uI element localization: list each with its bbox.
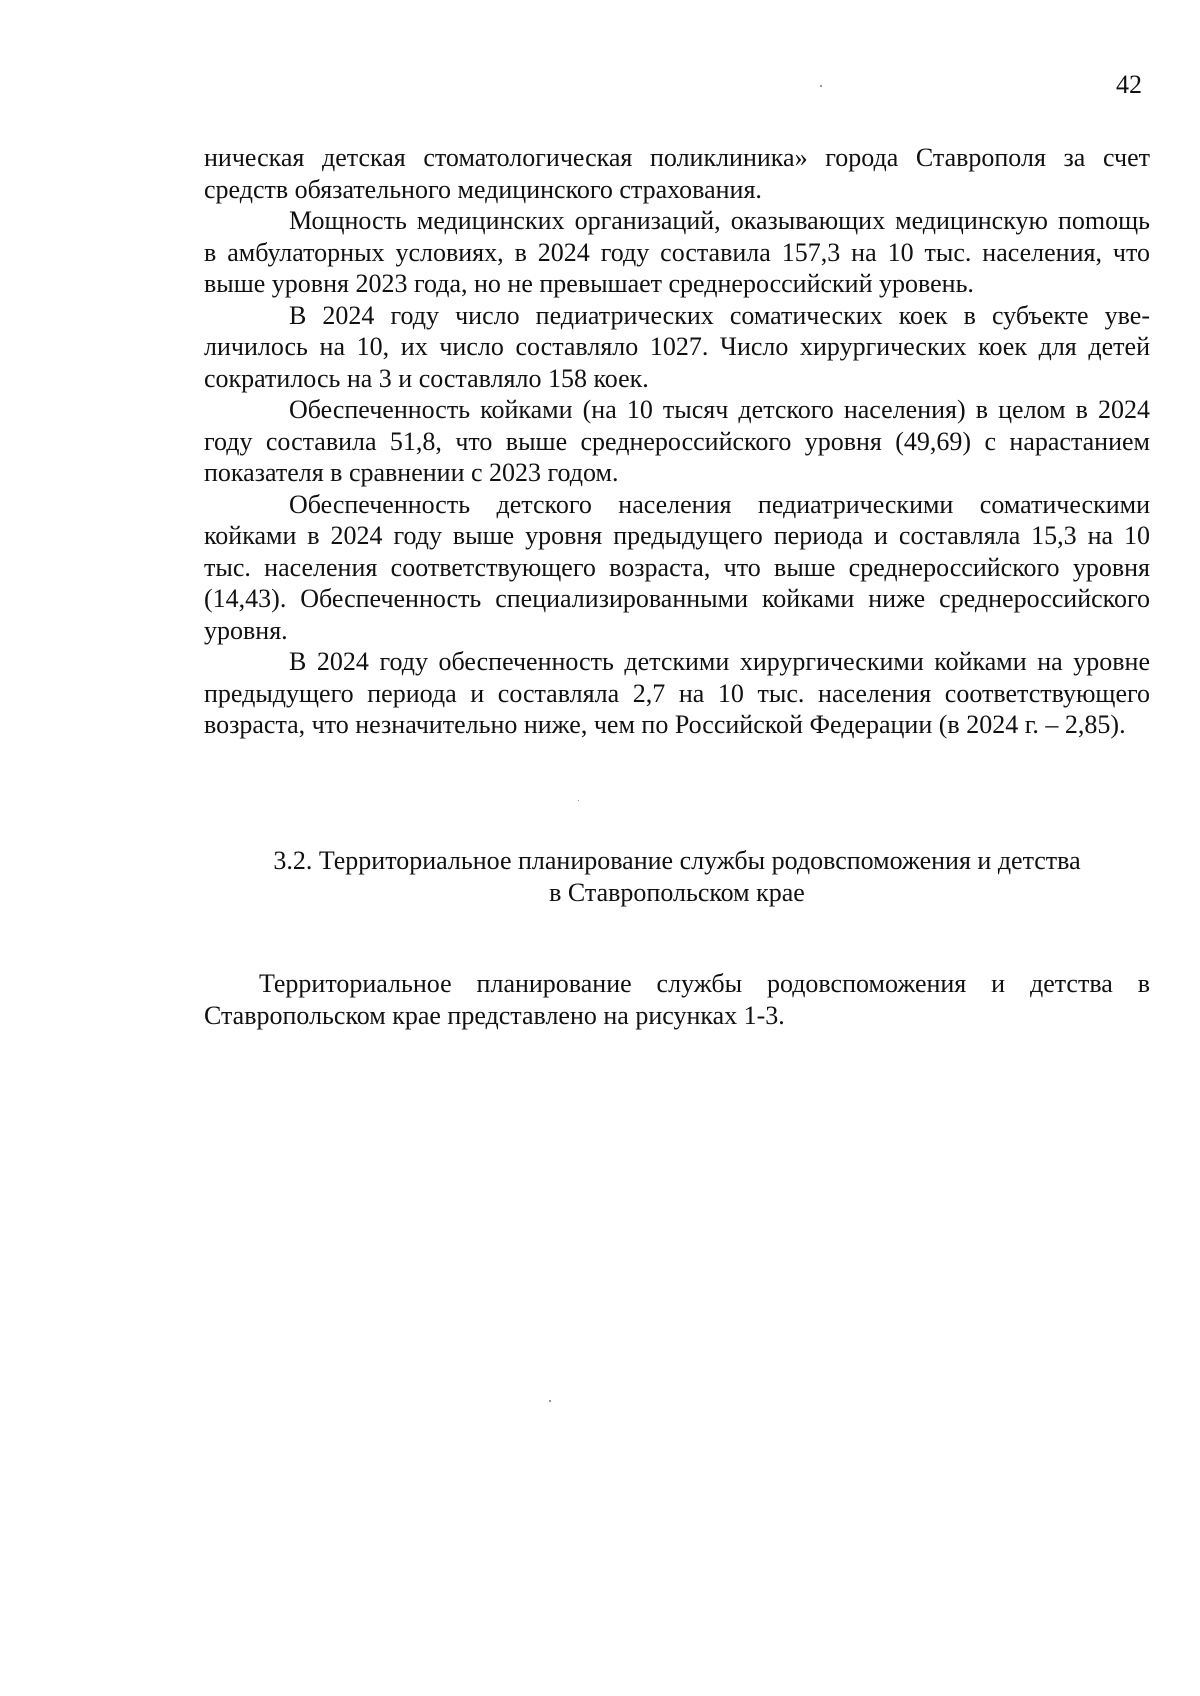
paragraph-continuation: ническая детская стоматологическая поликлиника» города Ставрополя за счет средств обязательного медицинского страхования. bbox=[204, 143, 1150, 204]
scan-speck bbox=[578, 800, 579, 801]
scan-speck bbox=[820, 85, 822, 87]
section-heading bbox=[204, 845, 1150, 909]
paragraph-somatic-beds: Обеспеченность детского населения педиатрическими соматическими койками в 2024 году выше уровня предыдущего периода и составляла 15,3 на 10 тыс. населения соответствующего возраста, что выше среднероссийского уровня (14,43). Обеспеченность специализированными койками ниже среднероссийского уровня. bbox=[204, 489, 1150, 645]
page-number: 42 bbox=[1116, 70, 1142, 99]
scan-speck bbox=[549, 1400, 551, 1402]
paragraph-ambulatory-capacity: Мощность медицинских организаций, оказывающих медицинскую поmощь в амбулаторных условиях, в 2024 году составила 157,3 на 10 тыс. населения, что выше уровня 2023 года, но не превышает среднероссийский уровень. bbox=[204, 206, 1150, 298]
paragraph-surgical-beds: В 2024 году обеспеченность детскими хирургическими койками на уровне предыдущего периода и составляла 2,7 на 10 тыс. населения соответствующего возраста, что незначительно ниже, чем по Российской Федерации (в 2024 г. – 2,85). bbox=[204, 647, 1150, 739]
body-text bbox=[204, 142, 1150, 741]
section-heading-line-2: в Ставропольском крае bbox=[549, 878, 805, 907]
section-heading-line-1: 3.2. Территориальное планирование службы родовспоможения и детства bbox=[273, 846, 1081, 875]
section-paragraph: Территориальное планирование службы родовспоможения и детства в Ставропольском крае представлено на рисунках 1-3. bbox=[204, 969, 1150, 1030]
paragraph-bed-provision: Обеспеченность койками (на 10 тысяч детского населения) в целом в 2024 году составила 51,8, что выше среднероссийского уровня (49,69) с нарастанием показателя в сравнении с 2023 годом. bbox=[204, 395, 1150, 487]
paragraph-pediatric-beds: В 2024 году число педиатрических соматических коек в субъекте увеличилось на 10, их число составляло 1027. Число хирургических коек для детей сократилось на 3 и составляло 158 коек. bbox=[204, 300, 1150, 393]
